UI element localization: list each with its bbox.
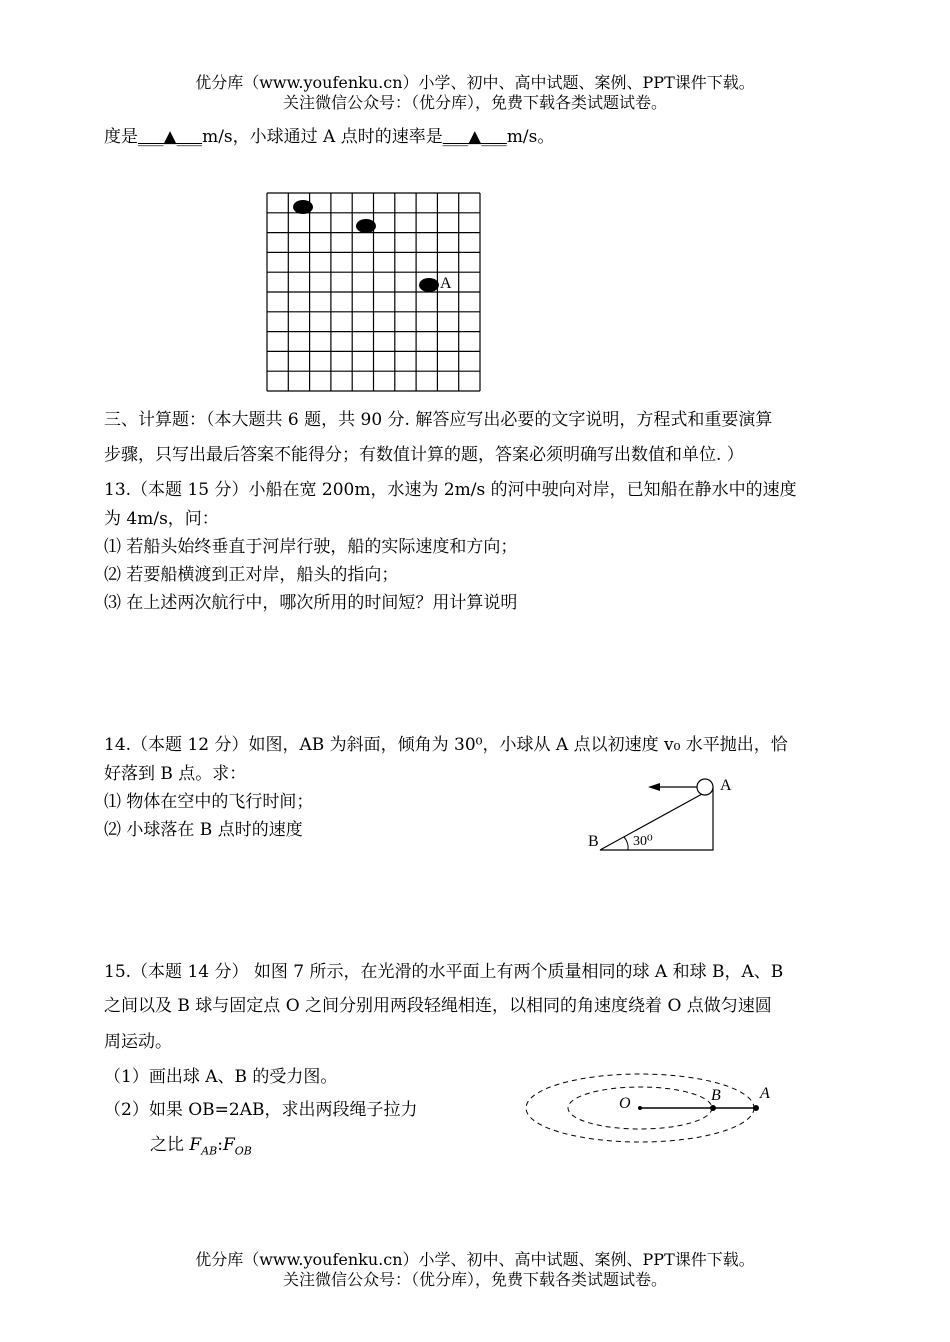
q15-item-2: （2）如果 OB=2AB，求出两段绳子拉力 bbox=[104, 1100, 418, 1120]
ball-position-2 bbox=[356, 219, 376, 233]
label-a: A bbox=[760, 1085, 770, 1102]
header-line-2: 关注微信公众号：（优分库），免费下载各类试题试卷。 bbox=[282, 93, 667, 112]
ball-position-a bbox=[419, 278, 439, 292]
velocity-arrowhead bbox=[648, 783, 660, 791]
q15-line-3: 周运动。 bbox=[104, 1032, 172, 1052]
q15-item-3: 之比 $F_{AB}:F_{OB}$ bbox=[150, 1135, 252, 1158]
q15-line-1: 15.（本题 14 分） 如图 7 所示，在光滑的水平面上有两个质量相同的球 A 和球 B，A、B bbox=[104, 962, 784, 982]
label-o: O bbox=[619, 1095, 631, 1112]
q12-blank-1: ___▲___ bbox=[138, 127, 203, 147]
q13-item-1: ⑴ 若船头始终垂直于河岸行驶，船的实际速度和方向； bbox=[104, 537, 518, 557]
q13-item-3: ⑶ 在上述两次航行中，哪次所用的时间短？用计算说明 bbox=[104, 593, 518, 613]
pivot-o bbox=[638, 1106, 642, 1110]
q14-item-2: ⑵ 小球落在 B 点时的速度 bbox=[104, 820, 303, 840]
footer-line-1: 优分库（www.youfenku.cn）小学、初中、高中试题、案例、PPT课件下载。 bbox=[195, 1250, 755, 1269]
label-b: B bbox=[711, 1087, 721, 1104]
ball-a bbox=[753, 1105, 759, 1111]
q12-text-part3: m/s。 bbox=[506, 127, 555, 147]
projectile-grid-figure bbox=[262, 188, 486, 396]
incline-label-b: B bbox=[588, 833, 599, 850]
incline-label-a: A bbox=[720, 777, 732, 794]
header-line-1: 优分库（www.youfenku.cn）小学、初中、高中试题、案例、PPT课件下载。 bbox=[195, 73, 755, 92]
q13-line-1: 13.（本题 15 分）小船在宽 200m，水速为 2m/s 的河中驶向对岸，已知船在静水中的速度 bbox=[104, 480, 797, 500]
q14-line-2: 好落到 B 点。求： bbox=[104, 764, 247, 784]
q12-answer-line bbox=[104, 125, 554, 149]
incline-triangle bbox=[600, 788, 713, 850]
circular-motion-figure bbox=[520, 1070, 790, 1150]
q12-blank-2: ___▲___ bbox=[442, 127, 507, 147]
q15-line-2: 之间以及 B 球与固定点 O 之间分别用两段轻绳相连，以相同的角速度绕着 O 点做匀速圆 bbox=[104, 996, 772, 1016]
ball-position-1 bbox=[293, 200, 313, 214]
ball-at-a bbox=[697, 779, 713, 795]
q14-line-1: 14.（本题 12 分）如图，AB 为斜面，倾角为 30⁰，小球从 A 点以初速度 v₀ 水平抛出，恰 bbox=[104, 735, 788, 755]
q13-line-2: 为 4m/s，问： bbox=[104, 509, 219, 529]
grid-point-label-a: A bbox=[440, 275, 452, 292]
section3-line-2: 步骤，只写出最后答案不能得分；有数值计算的题，答案必须明确写出数值和单位. ） bbox=[104, 445, 744, 465]
ball-b bbox=[710, 1105, 716, 1111]
q12-text-part1: 度是 bbox=[104, 127, 138, 147]
q14-item-1: ⑴ 物体在空中的飞行时间； bbox=[104, 792, 314, 812]
section3-line-1: 三、计算题：（本大题共 6 题，共 90 分. 解答应写出必要的文字说明，方程式和重要演算 bbox=[104, 410, 773, 430]
incline-angle-label: 30⁰ bbox=[633, 834, 653, 849]
angle-arc bbox=[624, 837, 628, 850]
footer-line-2: 关注微信公众号：（优分库），免费下载各类试题试卷。 bbox=[282, 1270, 667, 1289]
q13-item-2: ⑵ 若要船横渡到正对岸，船头的指向； bbox=[104, 565, 399, 585]
q15-item-1: （1）画出球 A、B 的受力图。 bbox=[104, 1067, 338, 1087]
q12-text-part2: m/s，小球通过 A 点时的速率是 bbox=[202, 127, 443, 147]
incline-figure bbox=[580, 768, 760, 858]
